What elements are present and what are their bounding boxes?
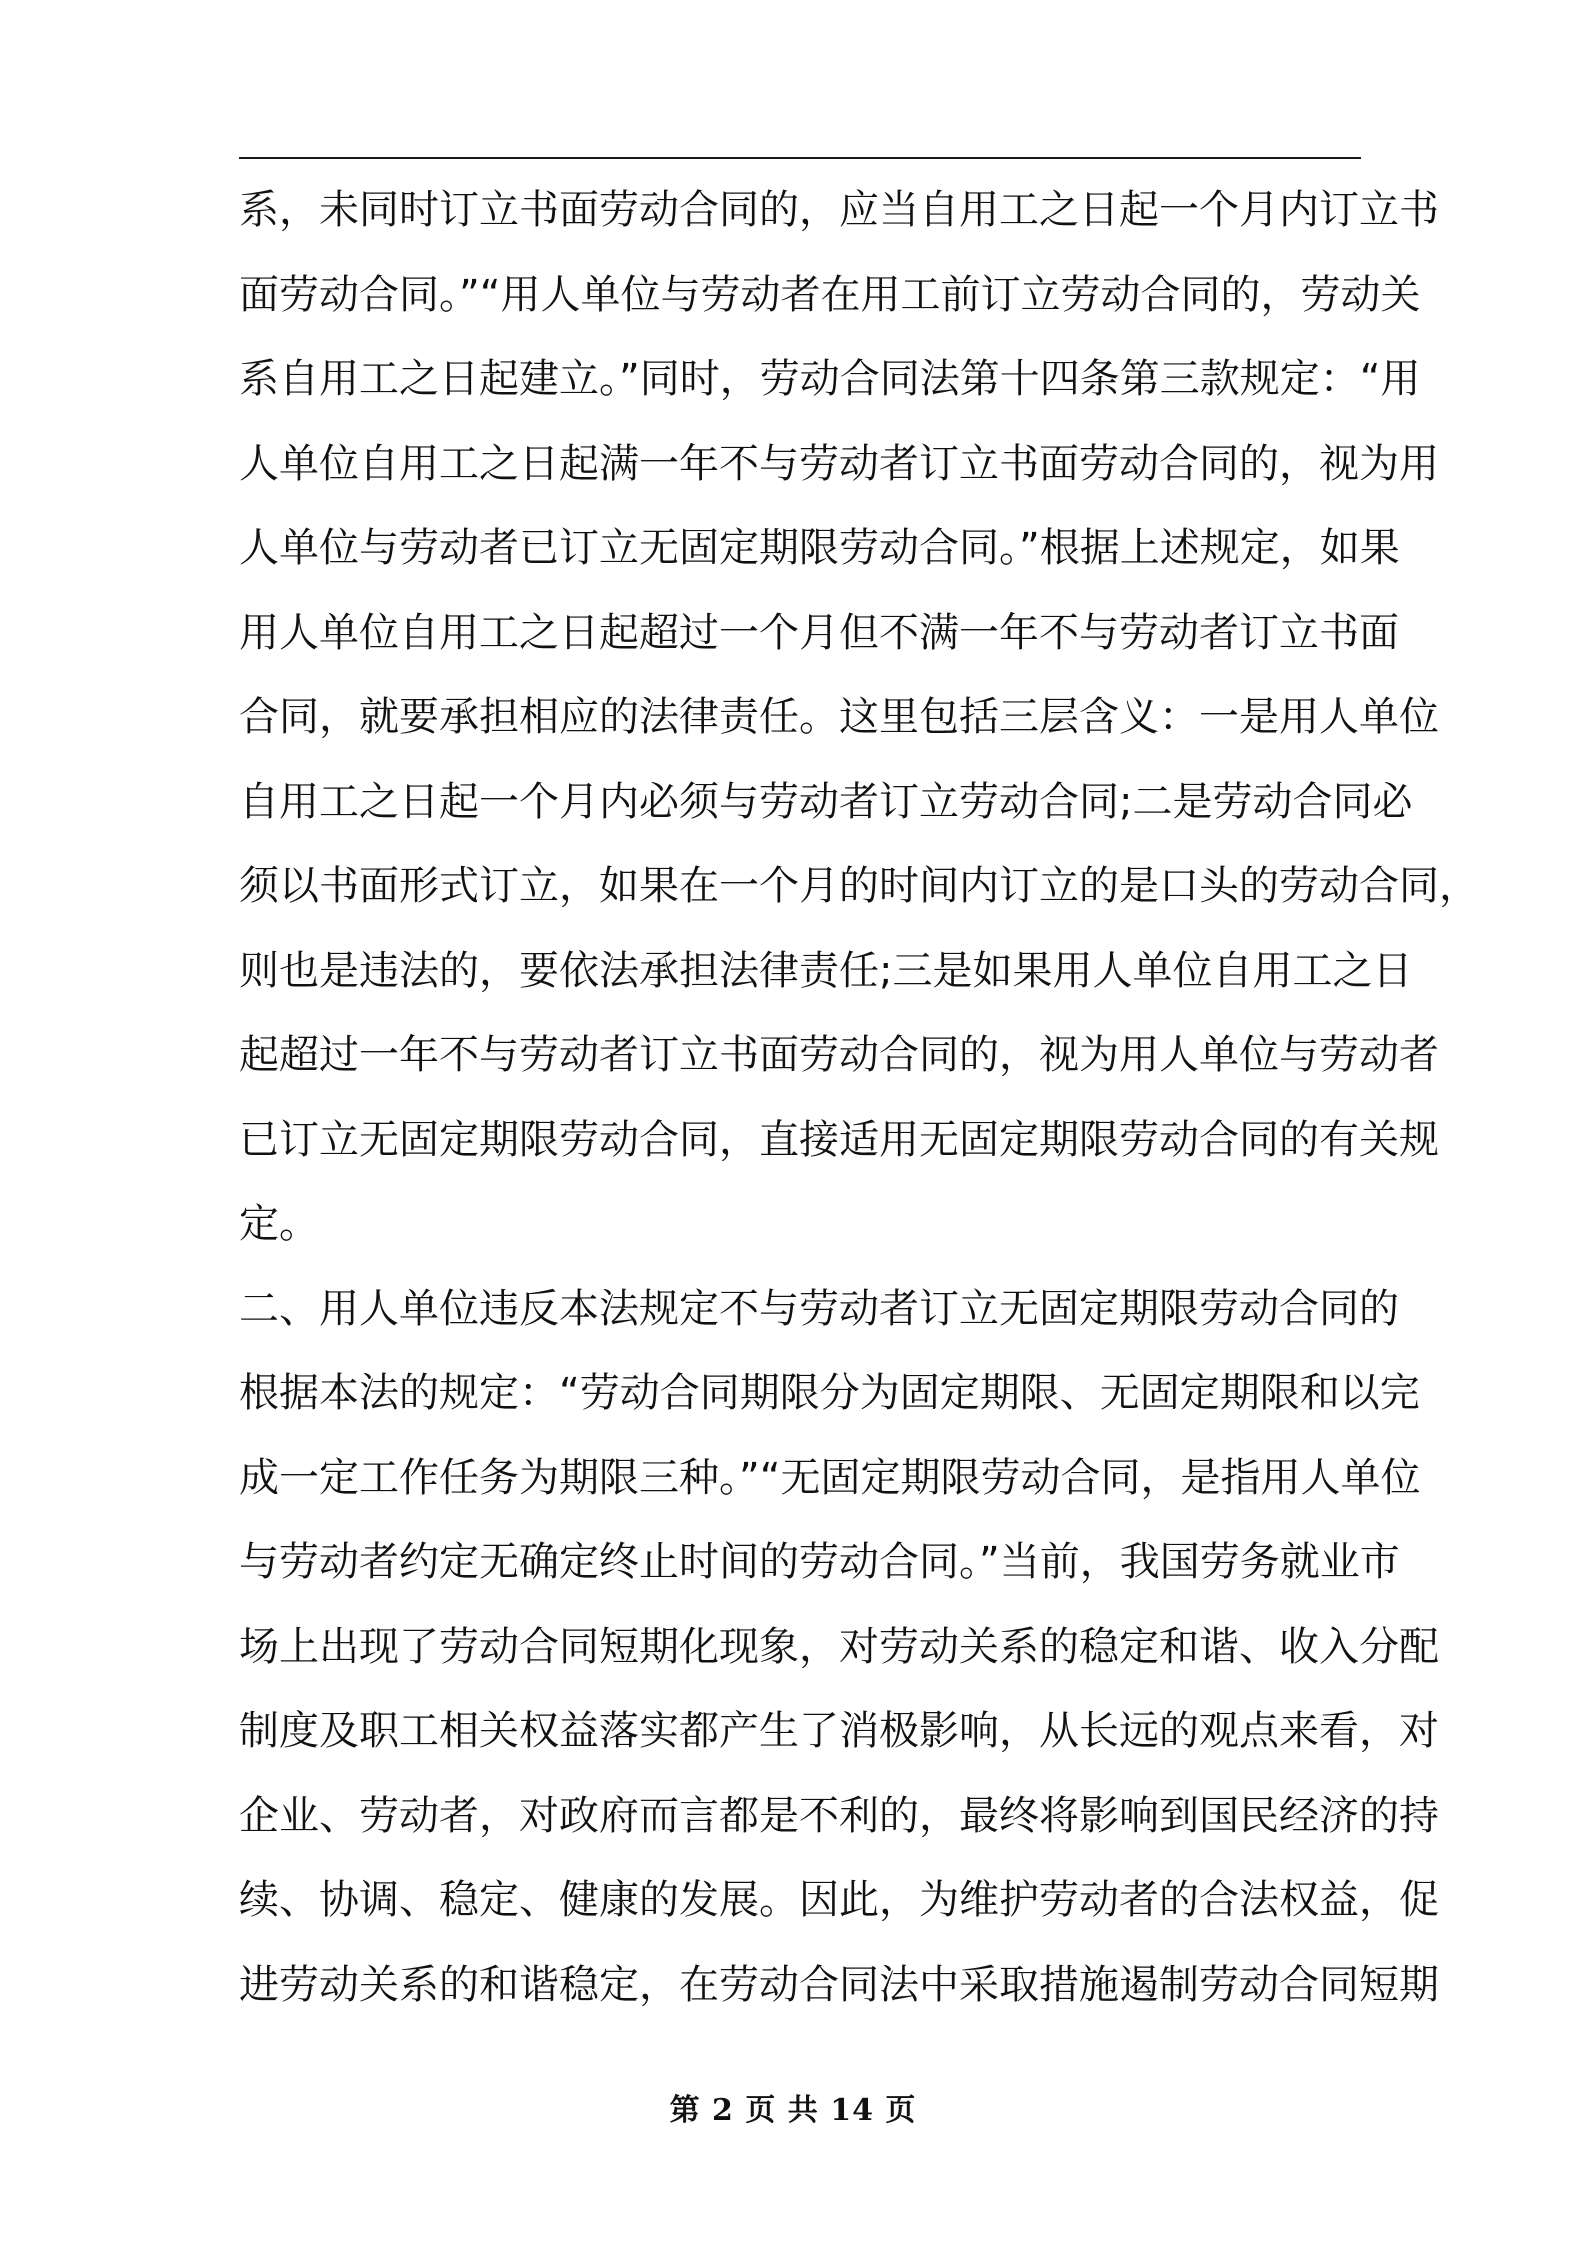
text-line: 系，未同时订立书面劳动合同的，应当自用工之日起一个月内订立书	[239, 187, 1439, 233]
text-line: 已订立无固定期限劳动合同，直接适用无固定期限劳动合同的有关规	[239, 1116, 1439, 1163]
text-line: 面劳动合同。”“用人单位与劳动者在用工前订立劳动合同的，劳动关	[239, 271, 1421, 318]
text-line: 自用工之日起一个月内必须与劳动者订立劳动合同;二是劳动合同必	[239, 778, 1413, 825]
text-line: 人单位自用工之日起满一年不与劳动者订立书面劳动合同的，视为用	[239, 440, 1439, 487]
text-line: 则也是违法的，要依法承担法律责任;三是如果用人单位自用工之日	[239, 947, 1413, 994]
text-line: 续、协调、稳定、健康的发展。因此，为维护劳动者的合法权益，促	[239, 1877, 1439, 1923]
text-line: 起超过一年不与劳动者订立书面劳动合同的，视为用人单位与劳动者	[239, 1032, 1439, 1078]
document-body	[239, 168, 1479, 2027]
text-line: 场上出现了劳动合同短期化现象，对劳动关系的稳定和谐、收入分配	[239, 1623, 1439, 1670]
text-line: 进劳动关系的和谐稳定，在劳动合同法中采取措施遏制劳动合同短期	[239, 1961, 1439, 2008]
section-heading: 二、用人单位违反本法规定不与劳动者订立无固定期限劳动合同的	[239, 1285, 1399, 1332]
text-line: 企业、劳动者，对政府而言都是不利的，最终将影响到国民经济的持	[239, 1792, 1439, 1839]
text-line: 定。	[239, 1201, 319, 1247]
text-line: 根据本法的规定：“劳动合同期限分为固定期限、无固定期限和以完	[239, 1370, 1420, 1416]
text-line: 须以书面形式订立，如果在一个月的时间内订立的是口头的劳动合同，	[239, 863, 1479, 909]
text-line: 成一定工作任务为期限三种。”“无固定期限劳动合同，是指用人单位	[239, 1454, 1421, 1501]
text-line: 人单位与劳动者已订立无固定期限劳动合同。”根据上述规定，如果	[239, 525, 1400, 571]
text-line: 与劳动者约定无确定终止时间的劳动合同。”当前，我国劳务就业市	[239, 1539, 1400, 1585]
text-line: 制度及职工相关权益落实都产生了消极影响，从长远的观点来看，对	[239, 1708, 1439, 1754]
text-line: 合同，就要承担相应的法律责任。这里包括三层含义：一是用人单位	[239, 694, 1439, 740]
text-line: 系自用工之日起建立。”同时，劳动合同法第十四条第三款规定：“用	[239, 356, 1421, 402]
header-rule	[239, 157, 1361, 159]
text-line: 用人单位自用工之日起超过一个月但不满一年不与劳动者订立书面	[239, 609, 1399, 656]
page-number: 第 2 页 共 14 页	[669, 2093, 917, 2128]
